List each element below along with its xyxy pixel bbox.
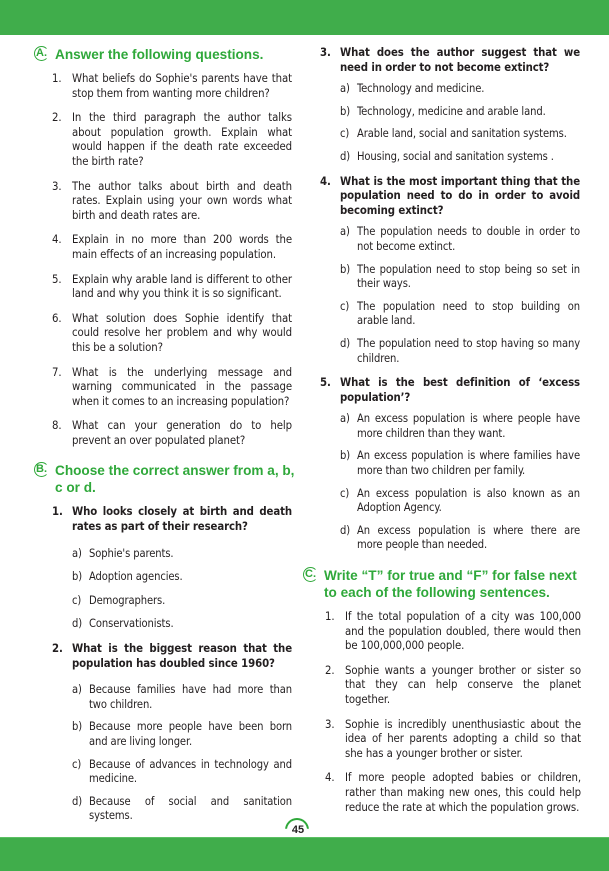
answer-option[interactable]: b) Because more people have been born and are living longer. bbox=[72, 720, 292, 748]
section-a-heading bbox=[34, 46, 292, 63]
true-false-item: 3. Sophie is incredibly unenthusiastic about the idea of her parents adopting a child so that she has a younger brother or sister. bbox=[325, 717, 581, 760]
question-item: 4. Explain in no more than 200 words the main effects of an increasing population. bbox=[52, 233, 292, 261]
question-item: 3. The author talks about birth and death rates. Explain using your own words what birth and death rates are. bbox=[52, 179, 292, 222]
answer-option[interactable]: b) The population need to stop being so set in their ways. bbox=[340, 262, 580, 291]
answer-option[interactable]: c) An excess population is also known as an Adoption Agency. bbox=[340, 486, 580, 515]
answer-option[interactable]: c) Arable land, social and sanitation systems. bbox=[340, 127, 567, 141]
question-item: 6. What solution does Sophie identify that could resolve her problem and why would this be a solution? bbox=[52, 311, 292, 354]
answer-option[interactable]: a) Technology and medicine. bbox=[340, 82, 485, 96]
section-c-badge-icon: C. bbox=[305, 568, 316, 581]
mcq-item: 1. Who looks closely at birth and death rates as part of their research? a) Sophie's parents. b) Adoption agencies. c) Demographers. d) Conservationists. bbox=[52, 505, 292, 631]
mcq-item: 2. What is the biggest reason that the population has doubled since 1960? a) Because families have had more than two children. b) Because more people have been born and are living longer. c) Because of advances in technology and medicine. d) Because of social and sanitation systems. bbox=[52, 642, 292, 823]
section-c-questions bbox=[317, 610, 581, 815]
section-b-title: Choose the correct answer from a, b, c or d. bbox=[55, 463, 295, 496]
question-item: 8. What can your generation do to help prevent an over populated planet? bbox=[52, 419, 292, 447]
true-false-item: 1. If the total population of a city was 100,000 and the population doubled, there would then be 100,000,000 people. bbox=[325, 610, 581, 653]
section-c-heading bbox=[303, 567, 586, 601]
bottom-color-band bbox=[0, 837, 609, 871]
question-item: 1. What beliefs do Sophie's parents have that stop them from wanting more children? bbox=[52, 72, 292, 100]
answer-option[interactable]: b) An excess population is where families have more than two children per family. bbox=[340, 449, 580, 478]
answer-option[interactable]: c) The population need to stop building on arable land. bbox=[340, 299, 580, 328]
section-a-badge-icon: A. bbox=[36, 47, 47, 59]
section-b-questions-right bbox=[317, 46, 580, 553]
mcq-item: 5. What is the best definition of ‘excess population’? a) An excess population is where people have more children than they want. b) An excess population is where families have more than two children per family. c) An excess population is also known as an Adoption Agency. d) An excess population is where there are more people than needed. bbox=[320, 376, 580, 552]
true-false-item: 2. Sophie wants a younger brother or sister so that they can help conserve the planet together. bbox=[325, 663, 581, 706]
top-color-band bbox=[0, 0, 609, 35]
left-column bbox=[34, 46, 295, 834]
answer-option[interactable]: d) The population need to stop having so many children. bbox=[340, 336, 580, 365]
answer-option[interactable]: c) Demographers. bbox=[72, 593, 166, 607]
mcq-item: 4. What is the most important thing that the population need to do in order to avoid becoming extinct? a) The population needs to double in order to not become extinct. b) The population need to stop being so set in their ways. c) The population need to stop building on arable land. d) The population need to stop having so many children. bbox=[320, 174, 580, 365]
answer-option[interactable]: d) An excess population is where there are more people than needed. bbox=[340, 523, 580, 552]
answer-option[interactable]: d) Because of social and sanitation systems. bbox=[72, 794, 292, 823]
page-number: 45 bbox=[283, 816, 313, 838]
true-false-item: 4. If more people adopted babies or children, rather than making new ones, this could help reduce the rate at which the population grows. bbox=[325, 771, 581, 814]
answer-option[interactable]: a) Because families have had more than two children. bbox=[72, 683, 292, 711]
answer-option[interactable]: d) Conservationists. bbox=[72, 617, 174, 631]
section-b-badge-icon: B. bbox=[36, 463, 47, 476]
question-item: 2. In the third paragraph the author talks about population growth. Explain what would happen if the death rate exceeded the birth rate? bbox=[52, 111, 292, 168]
question-item: 5. Explain why arable land is different to other land and why you think it is so significant. bbox=[52, 272, 292, 301]
answer-option[interactable]: b) Adoption agencies. bbox=[72, 570, 183, 584]
question-item: 7. What is the underlying message and warning communicated in the passage when it comes to an increasing population? bbox=[52, 365, 292, 408]
section-a-questions bbox=[34, 72, 292, 448]
mcq-item: 3. What does the author suggest that we need in order to not become extinct? a) Technology and medicine. b) Technology, medicine and arable land. c) Arable land, social and sanitation systems. d) Housing, social and sanitation systems . bbox=[320, 46, 580, 163]
section-b-heading bbox=[34, 462, 295, 496]
answer-option[interactable]: b) Technology, medicine and arable land. bbox=[340, 104, 546, 118]
section-a-title: Answer the following questions. bbox=[55, 47, 264, 62]
section-b-questions-left bbox=[34, 505, 292, 824]
answer-option[interactable]: a) The population needs to double in order to not become extinct. bbox=[340, 225, 580, 253]
section-c-title: Write “T” for true and “F” for false next to each of the following sentences. bbox=[324, 568, 577, 601]
answer-option[interactable]: d) Housing, social and sanitation systems . bbox=[340, 149, 554, 163]
answer-option[interactable]: a) An excess population is where people have more children than they want. bbox=[340, 412, 580, 440]
answer-option[interactable]: a) Sophie's parents. bbox=[72, 546, 174, 560]
right-column bbox=[305, 46, 587, 825]
answer-option[interactable]: c) Because of advances in technology and medicine. bbox=[72, 757, 292, 786]
